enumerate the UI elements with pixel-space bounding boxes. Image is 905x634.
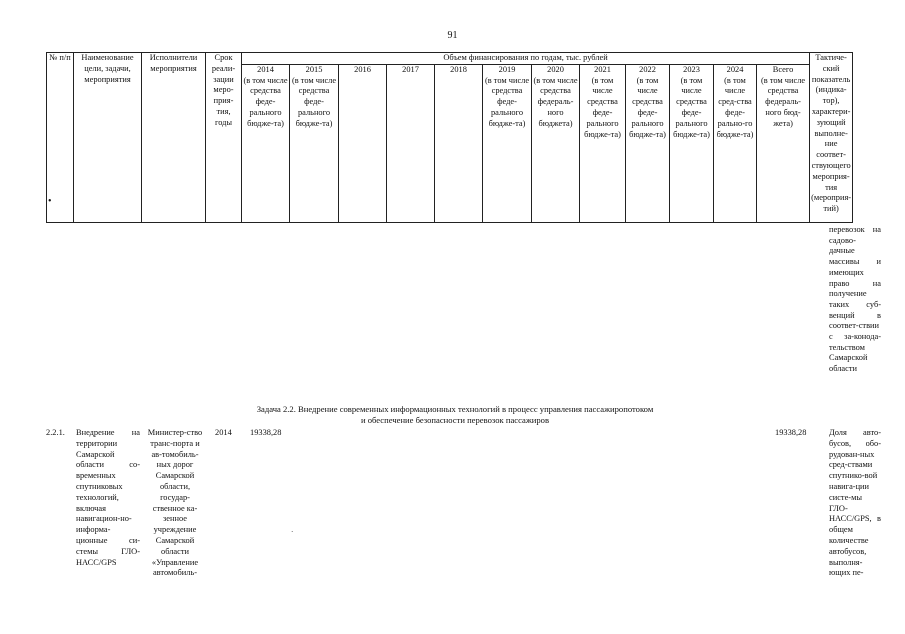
header-indicator: Тактиче-ский показатель (индика-тор), характери-зующий выполне-ние соответ-ствующего мероприя-тия (мероприя-тий) [810, 53, 853, 223]
year-note: (в том числе средства феде-рального бюдже-та) [584, 75, 621, 139]
header-dot-mark: • [48, 196, 52, 207]
year-label: 2015 [305, 64, 323, 74]
header-term: Срок реали-зации меро-прия-тия, годы [206, 53, 242, 223]
year-note: (в том числе средства феде-рального бюдже-та) [484, 75, 530, 128]
row-executor: Министер-ство транс-порта и ав-томобиль-ных дорог Самарской области, государ-ственное ка-зенное учреждение Самарской области «Управление автомобиль- [147, 428, 203, 578]
row-number: 2.2.1. [46, 428, 65, 437]
header-name: Наименование цели, задачи, мероприятия [74, 53, 142, 223]
year-label: 2018 [450, 64, 467, 74]
year-label: 2021 [594, 64, 611, 74]
task-title-line-2: и обеспечение безопасности перевозок пассажиров [360, 414, 550, 425]
year-label: 2014 [257, 64, 274, 74]
row-indicator: Доля авто-бусов, обо-рудован-ных сред-ствами спутнико-вой навига-ции систе-мы ГЛО-НАСС/GPS, в общем количестве автобусов, выполня-ющих пе- [829, 428, 881, 578]
year-label: 2019 [498, 64, 516, 74]
year-note: (в том числе средства феде-рального бюдже-та) [291, 75, 337, 128]
indicator-continuation: перевозок на садово-дачные массивы и имеющих право на получение таких суб-венций в соответ-ствии с за-конода-тельством Самарской области [829, 225, 881, 374]
year-note: (в том числе средства феде-рального бюдже-та) [673, 75, 710, 139]
year-label: 2016 [354, 64, 371, 74]
row-total: 19338,28 [775, 428, 807, 437]
task-title [150, 404, 760, 426]
financing-table-header [46, 52, 853, 223]
header-funding: Объем финансирования по годам, тыс. рублей [242, 53, 810, 65]
year-label: 2020 [547, 64, 564, 74]
header-year-2024 [714, 64, 757, 222]
row-dot-mark: · [291, 528, 294, 536]
year-label: 2023 [683, 64, 700, 74]
year-note: (в том числе средства федераль-ного бюджета) [533, 75, 578, 128]
row-value-2014: 19338,28 [250, 428, 282, 437]
header-year-2018 [435, 64, 483, 222]
header-year-2020 [532, 64, 580, 222]
year-label: 2017 [402, 64, 419, 74]
year-label: Всего [772, 64, 794, 74]
header-year-2016 [339, 64, 387, 222]
year-note: (в том числе сред-ства феде-рально-го бюдже-та) [716, 75, 754, 139]
task-title-line-1: Задача 2.2. Внедрение современных информационных технологий в процесс управления пассажиропотоком [256, 404, 654, 414]
header-year-2021 [580, 64, 626, 222]
row-year: 2014 [215, 428, 232, 437]
year-note: (в том числе средства федераль-ного бюд-жета) [760, 75, 806, 128]
header-total [757, 64, 810, 222]
header-year-2019 [483, 64, 532, 222]
header-year-2017 [387, 64, 435, 222]
year-note: (в том числе средства феде-рального бюдже-та) [629, 75, 666, 139]
header-year-2015 [290, 64, 339, 222]
year-label: 2022 [639, 64, 656, 74]
row-name: Внедрение на территории Самарской области со-временных спутниковых технологий, включая навигацион-но-информа-ционные си-стемы ГЛО-НАСС/GPS [76, 428, 140, 567]
page-number: 91 [447, 30, 458, 41]
header-num: № п/п [47, 53, 74, 223]
header-year-2023 [670, 64, 714, 222]
header-year-2014 [242, 64, 290, 222]
header-executors: Исполнители мероприятия [142, 53, 206, 223]
header-year-2022 [626, 64, 670, 222]
year-label: 2024 [726, 64, 744, 74]
year-note: (в том числе средства феде-рального бюдже-та) [243, 75, 288, 128]
